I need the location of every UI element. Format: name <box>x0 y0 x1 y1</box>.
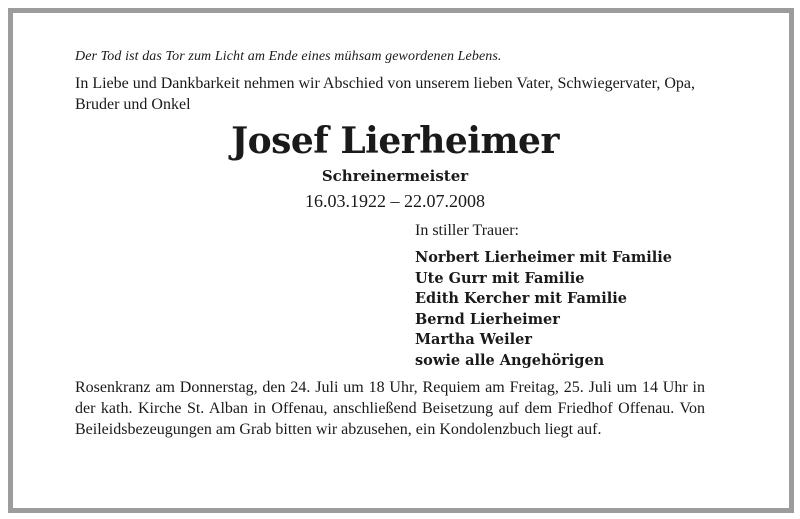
obituary-content <box>75 35 715 440</box>
intro-text: In Liebe und Dankbarkeit nehmen wir Abschied von unserem lieben Vater, Schwiegervater, Opa, Bruder und Onkel <box>75 75 695 113</box>
deceased-title: Schreinermeister <box>321 167 469 185</box>
mourner-name: Martha Weiler <box>415 331 532 348</box>
life-dates: 16.03.1922 – 22.07.2008 <box>305 191 485 211</box>
mourner-name: Bernd Lierheimer <box>415 310 560 328</box>
deceased-name: Josef Lierheimer <box>231 120 559 162</box>
mourner-name: Norbert Lierheimer mit Familie <box>415 249 672 266</box>
obituary-frame <box>8 8 794 513</box>
mourner-name: Ute Gurr mit Familie <box>415 269 585 287</box>
mourners-block <box>415 221 715 371</box>
mourner-name: Edith Kercher mit Familie <box>415 290 628 307</box>
service-details: Rosenkranz am Donnerstag, den 24. Juli um 18 Uhr, Requiem am Freitag, 25. Juli um 14 Uhr in der kath. Kirche St. Alban in Offenau, anschließend Beisetzung auf dem Friedhof Offenau. Von Beileidsbezeugungen am Grab bitten wir abzusehen, ein Kondolenzbuch liegt auf. <box>75 379 705 438</box>
mourner-name: sowie alle Angehörigen <box>415 351 605 369</box>
motto-text: Der Tod ist das Tor zum Licht am Ende eines mühsam gewordenen Lebens. <box>75 49 502 64</box>
mourning-label: In stiller Trauer: <box>415 222 519 239</box>
